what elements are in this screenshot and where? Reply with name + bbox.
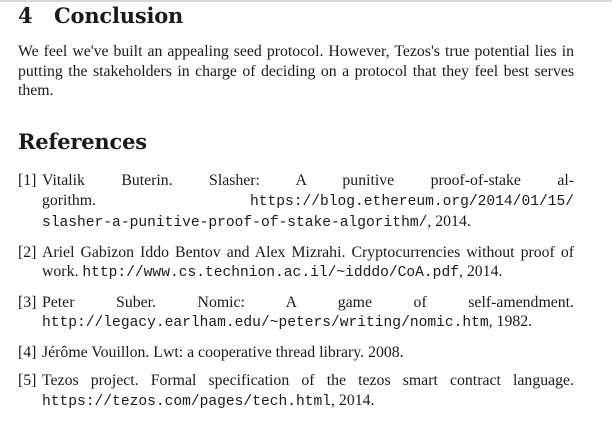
reference-text: gorithm.: [42, 191, 96, 209]
conclusion-paragraph: We feel we've built an appealing seed protocol. However, Tezos's true potential lies in putting the stakeholders in charge of deciding on a protocol that they feel best serves them.: [18, 43, 574, 99]
reference-text: Vitalik Buterin. Slasher: A punitive proof-of-stake al-: [42, 172, 574, 189]
reference-text: Ariel Gabizon Iddo Bentov and Alex Mizrahi. Cryptocurrencies without proof of work.: [42, 243, 574, 280]
reference-text: Peter Suber. Nomic: A game of self-amendment.: [42, 293, 574, 311]
reference-item-4: [18, 343, 574, 363]
reference-text-line: [42, 212, 574, 234]
section-number: 4: [18, 3, 33, 28]
reference-tail: , 2014.: [427, 213, 471, 230]
reference-url[interactable]: http://legacy.earlham.edu/~peters/writing/nomic.htm: [42, 315, 489, 331]
references-heading: References: [18, 129, 147, 154]
reference-url[interactable]: http://www.cs.technion.ac.il/~idddo/CoA.pdf: [82, 265, 459, 281]
reference-label: [3]: [18, 293, 37, 311]
reference-url[interactable]: https://tezos.com/pages/tech.html: [42, 393, 332, 410]
reference-text: Tezos project. Formal specification of the tezos smart contract language.: [42, 372, 574, 389]
reference-item-5: [18, 371, 574, 412]
reference-item-3: [18, 293, 574, 334]
reference-text: Jérôme Vouillon. Lwt: a cooperative thread library. 2008.: [42, 343, 404, 361]
reference-item-1: [18, 171, 574, 234]
section-heading: [18, 2, 183, 30]
reference-url[interactable]: https://blog.ethereum.org/2014/01/15/: [249, 193, 574, 210]
reference-url[interactable]: slasher-a-punitive-proof-of-stake-algorithm/: [42, 215, 428, 231]
reference-tail: , 1982.: [488, 313, 533, 330]
section-title: Conclusion: [54, 3, 184, 28]
reference-label: [5]: [18, 372, 37, 389]
reference-label: [1]: [18, 172, 37, 189]
reference-list: [18, 171, 574, 421]
reference-tail: , 2014.: [458, 263, 503, 280]
reference-tail: , 2014.: [331, 391, 375, 409]
reference-label: [2]: [18, 243, 37, 261]
reference-label: [4]: [18, 343, 37, 361]
reference-item-2: [18, 243, 574, 284]
reference-text-line: [42, 191, 574, 213]
